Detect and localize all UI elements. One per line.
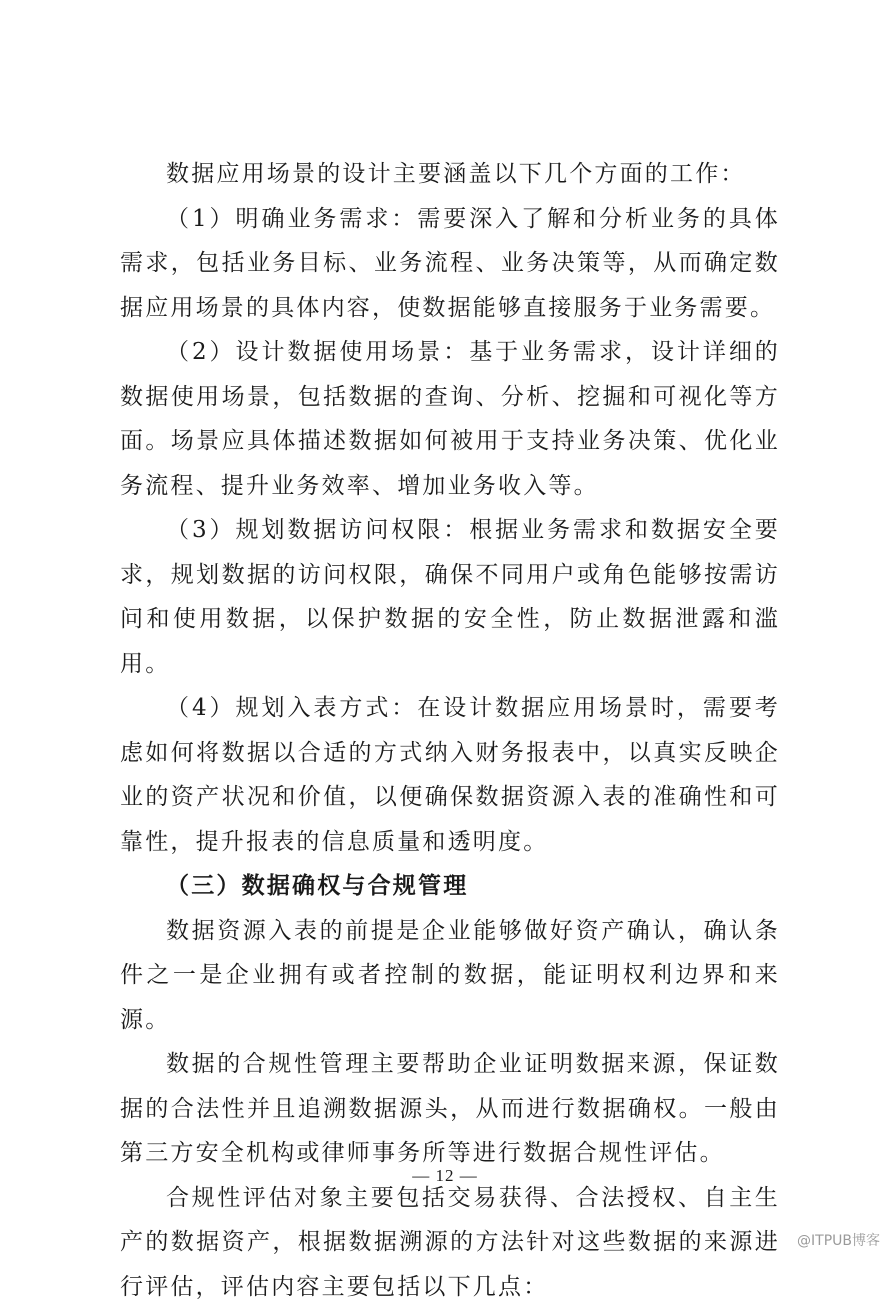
paragraph-section-2: 数据的合规性管理主要帮助企业证明数据来源，保证数据的合法性并且追溯数据源头，从而进行数据确权。一般由第三方安全机构或律师事务所等进行数据合规性评估。 <box>120 1042 780 1176</box>
section-heading: （三）数据确权与合规管理 <box>120 864 780 909</box>
paragraph-section-3: 合规性评估对象主要包括交易获得、合法授权、自主生产的数据资产，根据数据溯源的方法针对这些数据的来源进行评估，评估内容主要包括以下几点： <box>120 1176 780 1309</box>
page-number: — 12 — <box>0 1166 890 1186</box>
watermark: @ITPUB博客 <box>797 1230 880 1250</box>
paragraph-section-1: 数据资源入表的前提是企业能够做好资产确认，确认条件之一是企业拥有或者控制的数据，能证明权利边界和来源。 <box>120 909 780 1043</box>
paragraph-intro: 数据应用场景的设计主要涵盖以下几个方面的工作： <box>120 152 780 197</box>
paragraph-item-3: （3）规划数据访问权限：根据业务需求和数据安全要求，规划数据的访问权限，确保不同用户或角色能够按需访问和使用数据，以保护数据的安全性，防止数据泄露和滥用。 <box>120 508 780 686</box>
paragraph-item-2: （2）设计数据使用场景：基于业务需求，设计详细的数据使用场景，包括数据的查询、分析、挖掘和可视化等方面。场景应具体描述数据如何被用于支持业务决策、优化业务流程、提升业务效率、增加业务收入等。 <box>120 330 780 508</box>
paragraph-item-4: （4）规划入表方式：在设计数据应用场景时，需要考虑如何将数据以合适的方式纳入财务报表中，以真实反映企业的资产状况和价值，以便确保数据资源入表的准确性和可靠性，提升报表的信息质量和透明度。 <box>120 686 780 864</box>
document-body <box>120 152 780 1309</box>
paragraph-item-1: （1）明确业务需求：需要深入了解和分析业务的具体需求，包括业务目标、业务流程、业务决策等，从而确定数据应用场景的具体内容，使数据能够直接服务于业务需要。 <box>120 197 780 331</box>
